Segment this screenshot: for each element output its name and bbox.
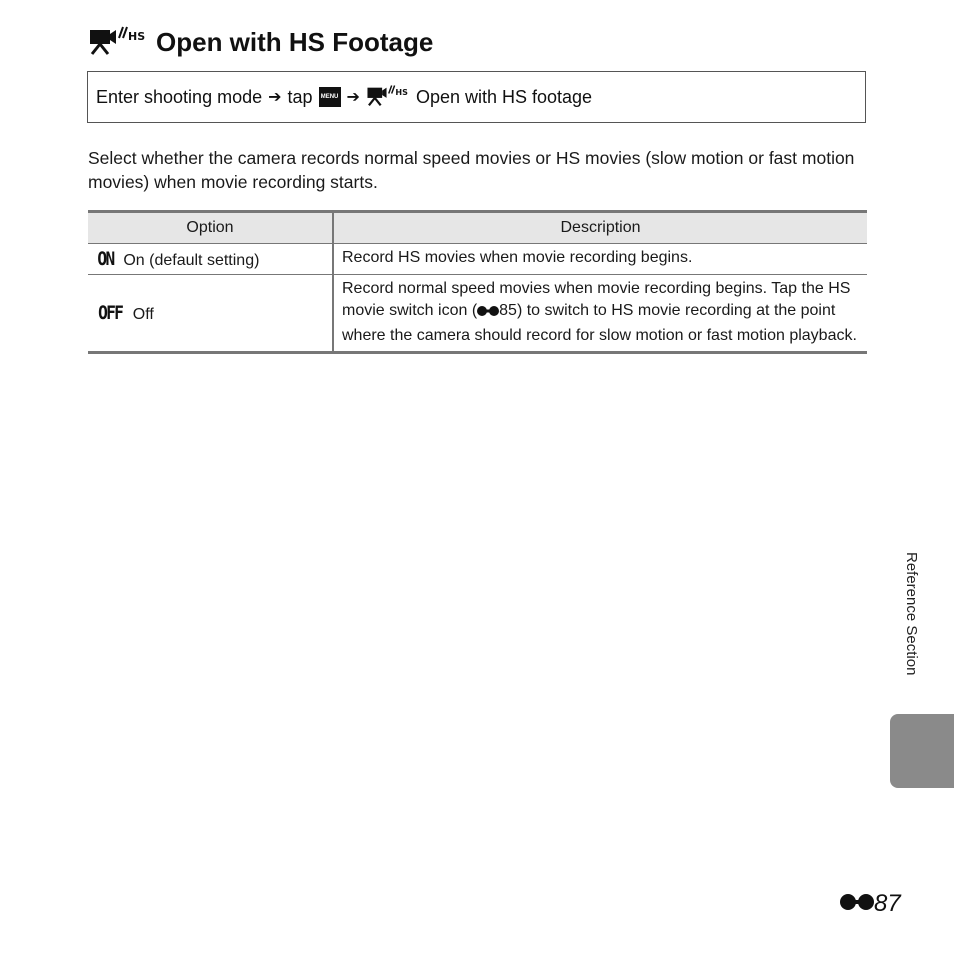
- off-icon: OFF: [98, 301, 123, 324]
- arrow-right-icon: ➔: [346, 89, 360, 106]
- description-text: Record normal speed movies when movie recording begins. Tap the HS movie switch icon (: [342, 279, 851, 319]
- section-side-label: Reference Section: [903, 552, 920, 676]
- path-tap-label: tap: [287, 86, 313, 107]
- reference-e-icon: [477, 302, 499, 325]
- table-header-row: [88, 212, 867, 244]
- page-number-text: 87: [874, 890, 901, 917]
- reference-page: 85: [499, 302, 517, 319]
- table-row: [88, 274, 867, 353]
- arrow-right-icon: ➔: [268, 89, 282, 106]
- description-text: ) to switch to HS movie recording at the point where the camera should record for slow motion or fast motion playback.: [342, 302, 857, 344]
- svg-text:HS: HS: [128, 30, 146, 43]
- hs-movie-icon: [366, 83, 410, 112]
- menu-path-box: [87, 71, 866, 123]
- page-heading: [88, 24, 433, 61]
- reference-e-icon: [840, 892, 874, 917]
- option-label: Off: [132, 305, 154, 323]
- table-row: [88, 244, 867, 275]
- section-tab: [890, 714, 954, 788]
- header-option: Option: [88, 212, 333, 244]
- hs-movie-icon: [88, 24, 148, 61]
- menu-icon: MENU: [319, 87, 341, 107]
- path-step-setting: Open with HS footage: [415, 86, 593, 107]
- option-cell: [88, 274, 333, 353]
- option-label: On (default setting): [123, 251, 260, 269]
- header-description: Description: [333, 212, 867, 244]
- description-cell: [333, 274, 867, 353]
- intro-paragraph: Select whether the camera records normal speed movies or HS movies (slow motion or fast motion movies) when movie recording starts.: [88, 148, 855, 192]
- page-title: Open with HS Footage: [156, 27, 434, 57]
- svg-text:HS: HS: [395, 87, 408, 97]
- page-number: [840, 890, 901, 918]
- options-table: [88, 210, 867, 354]
- description-cell: Record HS movies when movie recording begins.: [333, 244, 867, 275]
- path-step-mode: Enter shooting mode: [96, 86, 263, 107]
- option-cell: [88, 244, 333, 275]
- on-icon: ON: [97, 247, 114, 270]
